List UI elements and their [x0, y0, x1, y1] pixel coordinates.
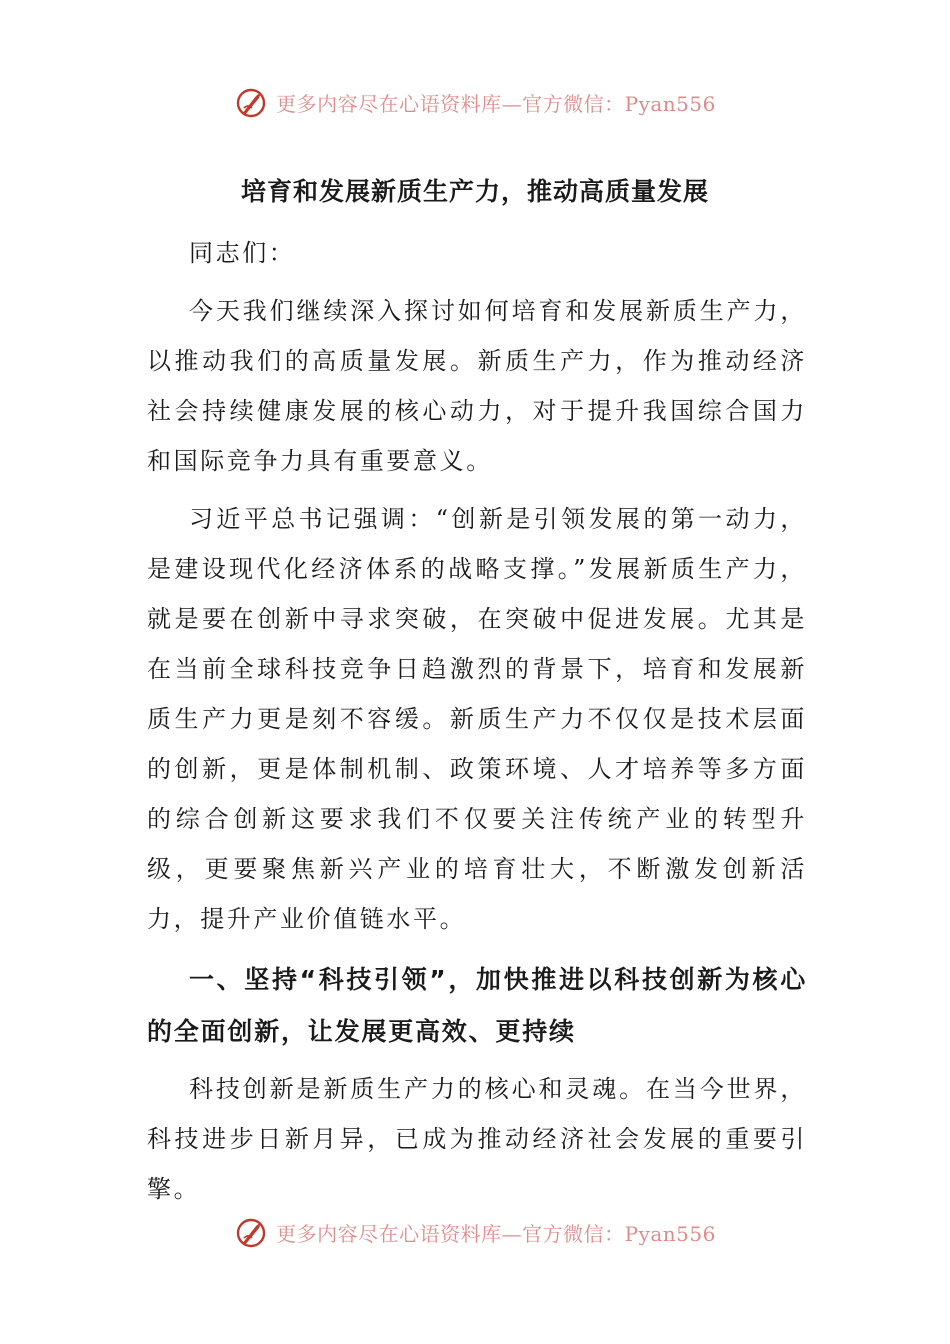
section-heading-1: 一、坚持“科技引领”，加快推进以科技创新为核心的全面创新，让发展更高效、更持续 [147, 965, 807, 1046]
document-title: 培育和发展新质生产力，推动高质量发展 [240, 177, 709, 206]
pen-circle-logo-icon [234, 84, 270, 120]
salutation: 同志们： [189, 239, 296, 267]
document-body [147, 228, 807, 1214]
pen-circle-logo-icon [234, 1214, 270, 1250]
watermark-text: 更多内容尽在心语资料库—官方微信：Pyan556 [276, 1221, 716, 1246]
paragraph-2: 习近平总书记强调：“创新是引领发展的第一动力，是建设现代化经济体系的战略支撑。”发展新质生产力，就是要在创新中寻求突破，在突破中促进发展。尤其是在当前全球科技竞争日趋激烈的背景下，培育和发展新质生产力更是刻不容缓。新质生产力不仅仅是技术层面的创新，更是体制机制、政策环境、人才培养等多方面的综合创新这要求我们不仅要关注传统产业的转型升级，更要聚焦新兴产业的培育壮大，不断激发创新活力，提升产业价值链水平。 [147, 505, 807, 933]
watermark-text: 更多内容尽在心语资料库—官方微信：Pyan556 [276, 91, 716, 116]
watermark-header [0, 82, 950, 122]
paragraph-3: 科技创新是新质生产力的核心和灵魂。在当今世界，科技进步日新月异，已成为推动经济社会发展的重要引擎。 [147, 1075, 807, 1203]
paragraph-1: 今天我们继续深入探讨如何培育和发展新质生产力，以推动我们的高质量发展。新质生产力，作为推动经济社会持续健康发展的核心动力，对于提升我国综合国力和国际竞争力具有重要意义。 [147, 297, 807, 475]
watermark-footer [0, 1212, 950, 1252]
